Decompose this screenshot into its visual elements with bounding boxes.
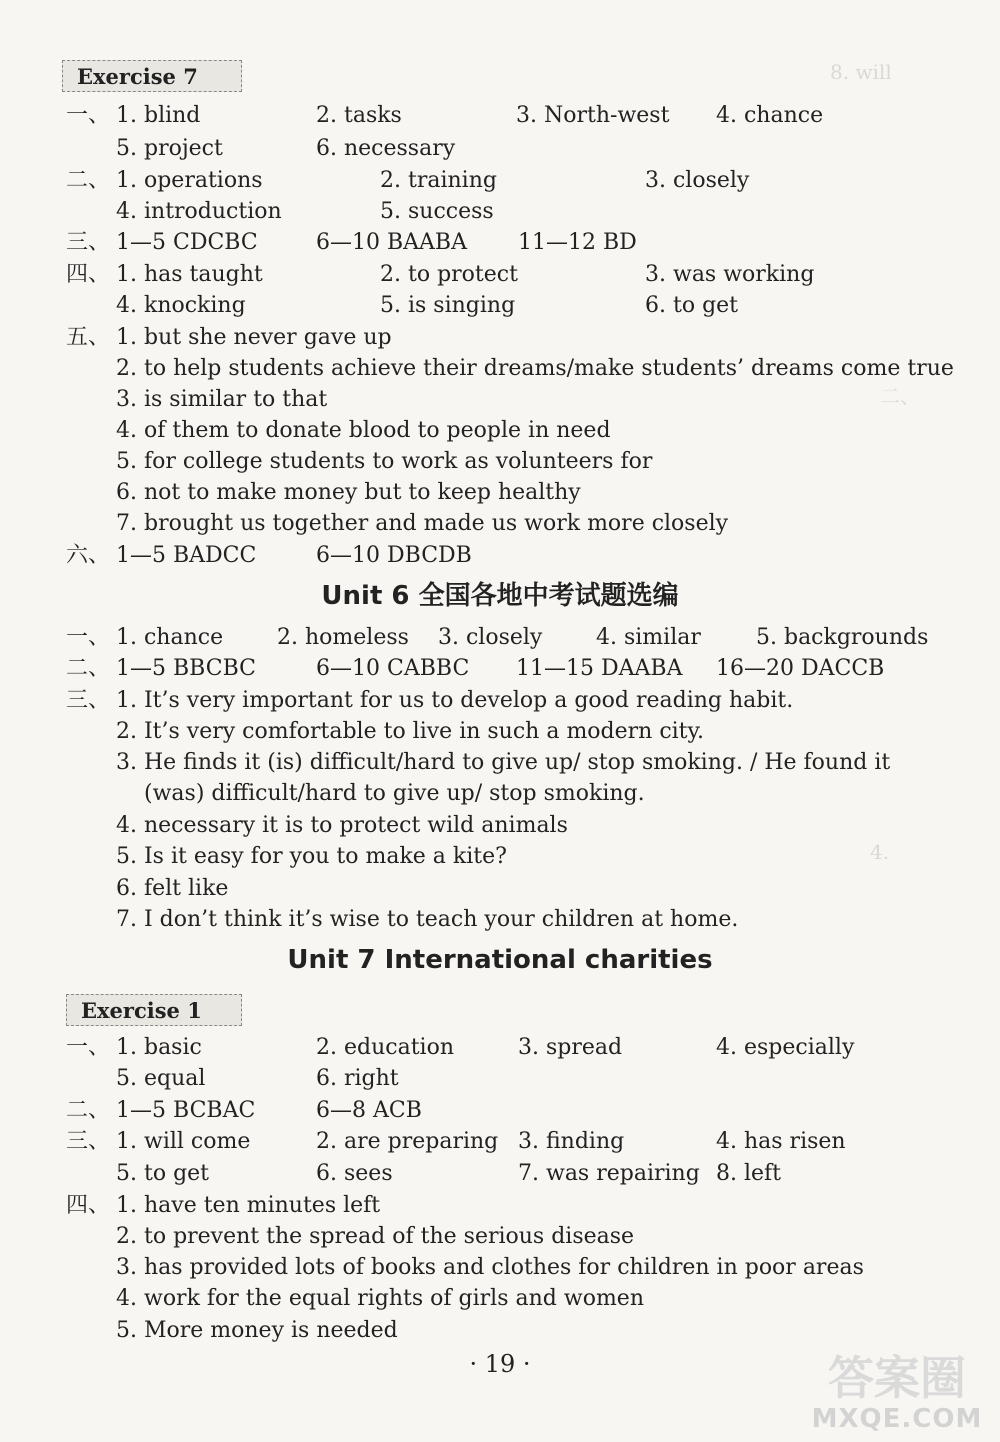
unit7-section-3-row-2 <box>0 1159 1000 1189</box>
answer-item: 1—5 CDCBC <box>116 230 258 255</box>
answer-item: 6. necessary <box>316 136 456 161</box>
ex7-section-1-row-2 <box>0 134 1000 164</box>
page-number: · 19 · <box>469 1350 531 1378</box>
answer-item: 3. closely <box>438 625 543 650</box>
unit6-section-2 <box>0 654 1000 684</box>
answer-item: 4. has risen <box>716 1129 846 1154</box>
ex7-section-5-row-3 <box>0 385 1000 415</box>
section-label: 一、 <box>66 103 111 128</box>
unit7-section-4-row-3 <box>0 1253 1000 1283</box>
unit-7-heading: Unit 7 International charities <box>287 945 713 975</box>
ex7-section-1-row-1 <box>0 101 1000 131</box>
answer-item: 1—5 BBCBC <box>116 656 256 681</box>
answer-item: 1. will come <box>116 1129 251 1154</box>
bleed-through-text: 4. <box>870 840 890 864</box>
unit7-section-1-row-2 <box>0 1064 1000 1094</box>
answer-item: 4. necessary it is to protect wild animals <box>116 813 568 838</box>
ex7-section-2-row-1 <box>0 166 1000 196</box>
ex7-section-4-row-1 <box>0 260 1000 290</box>
section-label: 四、 <box>66 1193 111 1218</box>
answer-item: 4. introduction <box>116 199 282 224</box>
unit6-section-3-row-3 <box>0 748 1000 778</box>
answer-item: 16—20 DACCB <box>716 656 885 681</box>
answer-item: 4. similar <box>596 625 701 650</box>
answer-item: 1. has taught <box>116 262 263 287</box>
section-label: 三、 <box>66 688 111 713</box>
unit6-section-3-row-5 <box>0 811 1000 841</box>
answer-item: 5. Is it easy for you to make a kite? <box>116 844 507 869</box>
answer-item: 1. operations <box>116 168 263 193</box>
answer-item: 4. knocking <box>116 293 246 318</box>
answer-item: 5. More money is needed <box>116 1318 398 1343</box>
exercise-1-title: Exercise 1 <box>66 994 242 1026</box>
section-label: 六、 <box>66 543 111 568</box>
unit6-section-3-row-4 <box>0 779 1000 809</box>
ex7-section-5-row-4 <box>0 416 1000 446</box>
watermark-chars: 答案圈 <box>828 1351 966 1405</box>
bleed-through-text: 二、 <box>880 384 920 408</box>
section-label: 四、 <box>66 262 111 287</box>
answer-item: 6. felt like <box>116 876 229 901</box>
unit6-section-1 <box>0 623 1000 653</box>
answer-item: 2. training <box>380 168 497 193</box>
answer-item: 5. for college students to work as volunteers for <box>116 449 653 474</box>
answer-item: 1. It’s very important for us to develop a good reading habit. <box>116 688 794 713</box>
unit6-section-3-row-6 <box>0 842 1000 872</box>
answer-item: 7. I don’t think it’s wise to teach your children at home. <box>116 907 739 932</box>
answer-item: 3. has provided lots of books and clothes for children in poor areas <box>116 1255 864 1280</box>
answer-item: 1. chance <box>116 625 224 650</box>
answer-item: 2. to protect <box>380 262 518 287</box>
answer-item: 6. not to make money but to keep healthy <box>116 480 581 505</box>
section-label: 五、 <box>66 325 111 350</box>
ex7-section-4-row-2 <box>0 291 1000 321</box>
section-label: 一、 <box>66 1035 111 1060</box>
answer-item: 6. to get <box>645 293 739 318</box>
exercise-7-title: Exercise 7 <box>62 60 242 92</box>
answer-item: 4. work for the equal rights of girls and women <box>116 1286 644 1311</box>
ex7-section-5-row-7 <box>0 509 1000 539</box>
answer-item: 5. is singing <box>380 293 516 318</box>
ex7-section-5-row-2 <box>0 354 1000 384</box>
answer-item: 1. blind <box>116 103 201 128</box>
unit7-section-1-row-1 <box>0 1033 1000 1063</box>
section-label: 二、 <box>66 1098 111 1123</box>
answer-item: (was) difficult/hard to give up/ stop smoking. <box>144 781 645 806</box>
ex7-section-3 <box>0 228 1000 258</box>
answer-item: 11—12 BD <box>518 230 637 255</box>
unit6-section-3-row-1 <box>0 686 1000 716</box>
answer-item: 2. to help students achieve their dreams/make students’ dreams come true <box>116 356 954 381</box>
answer-item: 3. spread <box>518 1035 623 1060</box>
answer-item: 8. left <box>716 1161 782 1186</box>
answer-item: 6—10 CABBC <box>316 656 470 681</box>
answer-item: 2. It’s very comfortable to live in such a modern city. <box>116 719 705 744</box>
answer-item: 5. backgrounds <box>756 625 929 650</box>
answer-item: 5. success <box>380 199 494 224</box>
answer-item: 11—15 DAABA <box>516 656 683 681</box>
answer-item: 2. to prevent the spread of the serious disease <box>116 1224 635 1249</box>
watermark-logo <box>802 1338 992 1438</box>
ex7-section-5-row-5 <box>0 447 1000 477</box>
bleed-through-text: 8. will <box>830 60 892 84</box>
answer-item: 4. chance <box>716 103 824 128</box>
unit7-section-2 <box>0 1096 1000 1126</box>
answer-item: 2. are preparing <box>316 1129 499 1154</box>
unit-6-heading: Unit 6 全国各地中考试题选编 <box>321 581 679 611</box>
answer-item: 6. right <box>316 1066 399 1091</box>
unit7-section-4-row-2 <box>0 1222 1000 1252</box>
section-label: 二、 <box>66 168 111 193</box>
ex7-section-6 <box>0 541 1000 571</box>
section-label: 二、 <box>66 656 111 681</box>
answer-item: 4. of them to donate blood to people in need <box>116 418 611 443</box>
answer-item: 2. education <box>316 1035 454 1060</box>
unit7-section-4-row-1 <box>0 1191 1000 1221</box>
answer-item: 6. sees <box>316 1161 393 1186</box>
answer-item: 7. brought us together and made us work more closely <box>116 511 729 536</box>
answer-item: 7. was repairing <box>518 1161 700 1186</box>
unit7-section-4-row-4 <box>0 1284 1000 1314</box>
answer-item: 3. North-west <box>516 103 670 128</box>
unit6-section-3-row-8 <box>0 905 1000 935</box>
answer-item: 5. project <box>116 136 223 161</box>
answer-item: 3. He finds it (is) difficult/hard to give up/ stop smoking. / He found it <box>116 750 891 775</box>
answer-item: 5. equal <box>116 1066 206 1091</box>
answer-item: 6—10 BAABA <box>316 230 467 255</box>
unit7-section-3-row-1 <box>0 1127 1000 1157</box>
section-label: 三、 <box>66 1129 111 1154</box>
watermark-url: MXQE.COM <box>811 1404 983 1434</box>
answer-item: 3. closely <box>645 168 750 193</box>
answer-item: 2. tasks <box>316 103 402 128</box>
answer-item: 3. is similar to that <box>116 387 328 412</box>
answer-item: 1. have ten minutes left <box>116 1193 381 1218</box>
unit6-section-3-row-7 <box>0 874 1000 904</box>
section-label: 三、 <box>66 230 111 255</box>
answer-item: 5. to get <box>116 1161 210 1186</box>
answer-item: 4. especially <box>716 1035 855 1060</box>
answer-item: 6—10 DBCDB <box>316 543 472 568</box>
answer-item: 1—5 BADCC <box>116 543 257 568</box>
ex7-section-2-row-2 <box>0 197 1000 227</box>
unit6-section-3-row-2 <box>0 717 1000 747</box>
ex7-section-5-row-6 <box>0 478 1000 508</box>
answer-item: 6—8 ACB <box>316 1098 422 1123</box>
answer-item: 3. was working <box>645 262 815 287</box>
answer-item: 3. finding <box>518 1129 625 1154</box>
ex7-section-5-row-1 <box>0 323 1000 353</box>
answer-item: 1. basic <box>116 1035 202 1060</box>
section-label: 一、 <box>66 625 111 650</box>
answer-item: 1—5 BCBAC <box>116 1098 256 1123</box>
answer-item: 2. homeless <box>277 625 409 650</box>
answer-item: 1. but she never gave up <box>116 325 392 350</box>
